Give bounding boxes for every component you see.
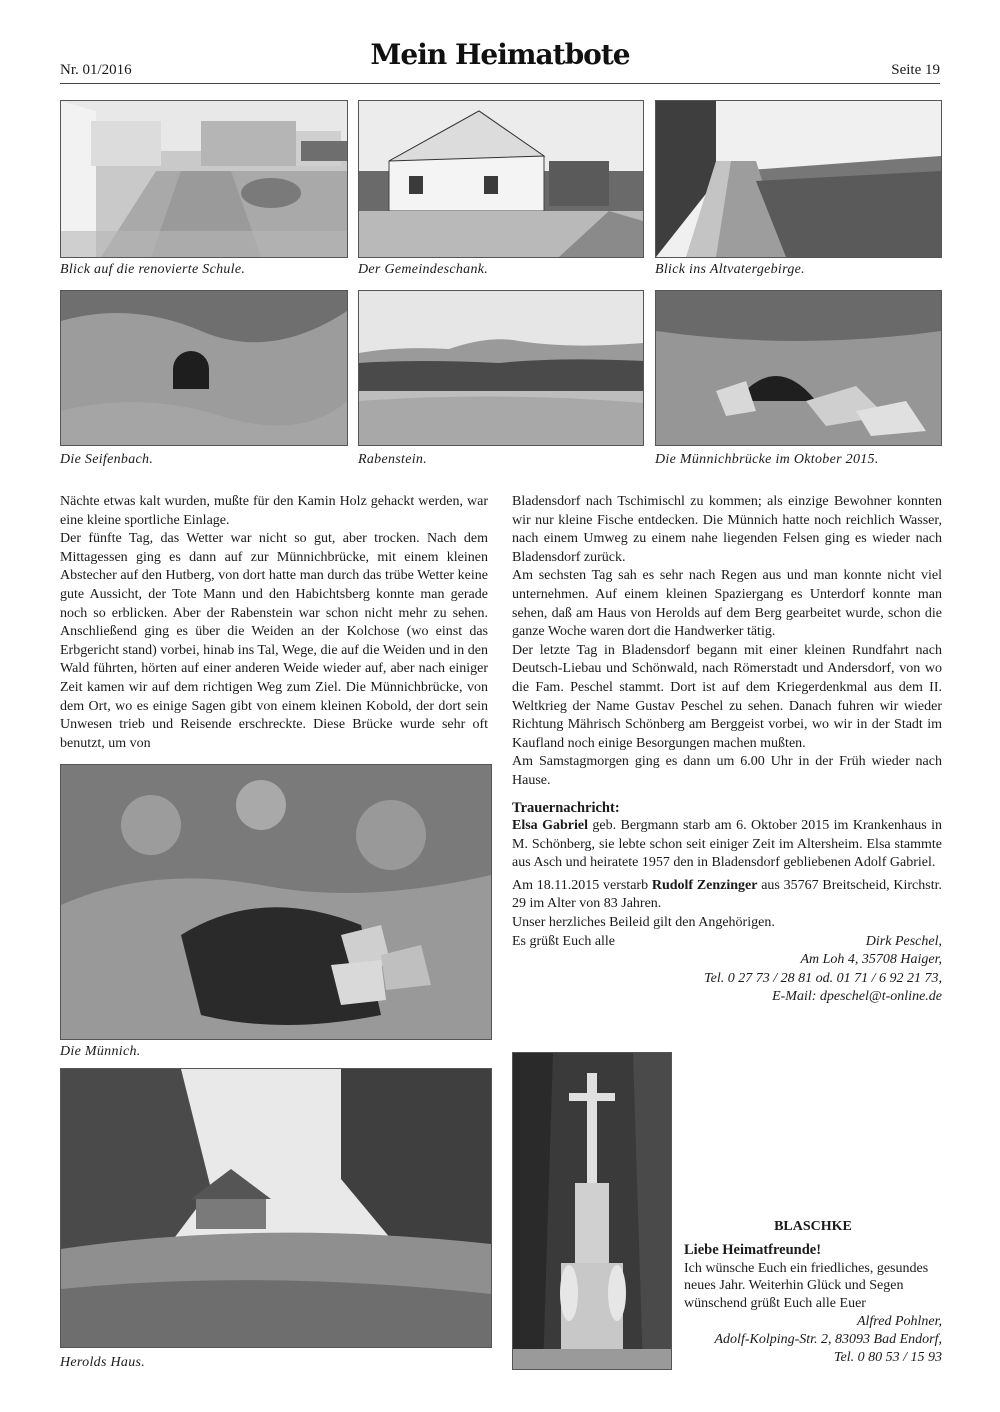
right-paragraph-4: Am Samstagmorgen ging es dann um 6.00 Uhr in der Früh wieder nach Hause. xyxy=(512,754,942,788)
condolence: Unser herzliches Beileid gilt den Angehörigen. xyxy=(512,915,775,931)
left-paragraph-1: Nächte etwas kalt wurden, mußte für den Kamin Holz gehackt werden, war eine kleine sportliche Einlage. xyxy=(60,494,488,528)
right-paragraph-1: Bladensdorf nach Tschimischl zu kommen; als einzige Bewohner konnten wir nur kleine Fische entdecken. Die Münnich hatte noch reichlich Wasser, nach einem Umweg zu einem nahe liegenden Felsen ging es wieder nach Bladensdorf zurück. xyxy=(512,494,942,565)
left-column xyxy=(60,493,488,753)
blaschke-text: Ich wünsche Euch ein friedliches, gesundes neues Jahr. Weiterhin Glück und Segen wünschend grüßt Euch alle Euer xyxy=(684,1260,929,1312)
signature-name: Dirk Peschel, xyxy=(865,933,942,949)
caption-muennich: Die Münnich. xyxy=(60,1044,141,1059)
caption-altvater: Blick ins Altvatergebirge. xyxy=(655,262,805,277)
rudolf-post: aus 35767 Breitscheid, Kirchstr. 29 im Alter von 83 Jahren. xyxy=(512,877,942,912)
caption-rabenstein: Rabenstein. xyxy=(358,452,428,467)
right-paragraph-3: Der letzte Tag in Bladensdorf begann mit einer kleinen Rundfahrt nach Deutsch-Liebau und Schönwald, nach Römerstadt und Andersdorf, von wo die Fam. Peschel stammt. Dort ist auf dem Kriegerdenkmal aus dem II. Weltkrieg der Name Gustav Peschel zu sehen. Danach fuhren wir wieder Richtung Mährisch Schönberg am Berggeist vorbei, wo wir in der Stadt im Kaufland noch einige Besorgungen machen mußten. xyxy=(512,642,942,751)
photo-bridge xyxy=(655,290,942,446)
caption-herolds: Herolds Haus. xyxy=(60,1355,146,1370)
left-paragraph-2: Der fünfte Tag, das Wetter war nicht so gut, aber trocken. Nach dem Mittagessen ging es dann auf zur Münnichbrücke, mit einem kleinen Abstecher auf den Hutberg, von dort hatte man durch das trübe Wetter keine gute Aussicht, der Tote Mann und den Habichtsberg konnte man gerade noch so erblicken. Aber der Rabenstein war schon nicht mehr zu sehen. Anschließend ging es über die Weiden an der Kolchose (wo einst das Erbgericht stand) vorbei, hinab ins Tal, Wege, die auf die Weiden und in den Wald führten, hörten auf einer anderen Weide wieder auf, aber nach einiger Zeit kamen wir auf dem richtigen Weg zum Ziel. Die Münnichbrücke, von dem Ort, wo es einige Sagen gibt von einem kleinen Kobold, der dort sein Unwesen trieb und Reisende erschreckte. Diese Brücke wurde sehr oft benutzt, um von xyxy=(60,531,488,751)
signature-phone: Tel. 0 27 73 / 28 81 od. 01 71 / 6 92 21 73, xyxy=(704,970,942,986)
caption-tavern: Der Gemeindeschank. xyxy=(358,262,489,277)
rudolf-name: Rudolf Zenzinger xyxy=(651,877,758,893)
blaschke-greeting-heading: Liebe Heimatfreunde! xyxy=(684,1241,822,1258)
obituary-rudolf xyxy=(512,877,942,914)
right-paragraph-2: Am sechsten Tag sah es sehr nach Regen aus und man konnte nicht viel unternehmen. Auf einem kleinen Spaziergang es Unterdorf konnte man sehen, daß am Haus von Herolds auf dem Berg gearbeitet wurde, schon die ganze Woche waren dort die Handwerker tätig. xyxy=(512,568,942,640)
blaschke-name: Alfred Pohlner, xyxy=(856,1313,942,1329)
caption-seifenbach: Die Seifenbach. xyxy=(60,452,154,467)
greeting: Es grüßt Euch alle xyxy=(512,933,616,949)
photo-school xyxy=(60,100,348,258)
issue-number: Nr. 01/2016 xyxy=(60,62,132,78)
photo-rabenstein xyxy=(358,290,644,446)
photo-seifenbach xyxy=(60,290,348,446)
caption-bridge: Die Münnichbrücke im Oktober 2015. xyxy=(655,452,879,467)
signature-row xyxy=(512,933,942,952)
blaschke-address: Adolf-Kolping-Str. 2, 83093 Bad Endorf, xyxy=(714,1331,942,1347)
photo-memorial-cross xyxy=(512,1052,672,1370)
blaschke-title: BLASCHKE xyxy=(774,1219,852,1234)
signature-email: E-Mail: dpeschel@t-online.de xyxy=(772,989,942,1005)
blaschke-section xyxy=(684,1218,942,1366)
photo-muennich xyxy=(60,764,492,1040)
signature-address: Am Loh 4, 35708 Haiger, xyxy=(800,952,942,968)
photo-altvater xyxy=(655,100,942,258)
right-column xyxy=(512,493,942,1007)
mourning-heading: Trauernachricht: xyxy=(512,799,620,816)
photo-tavern xyxy=(358,100,644,258)
caption-school: Blick auf die renovierte Schule. xyxy=(60,262,246,277)
header-rule xyxy=(60,83,940,84)
masthead-title: Mein Heimatbote xyxy=(370,38,630,71)
page-number: Seite 19 xyxy=(891,62,940,78)
blaschke-phone: Tel. 0 80 53 / 15 93 xyxy=(834,1349,942,1365)
photo-herolds xyxy=(60,1068,492,1348)
obituary-elsa xyxy=(512,817,942,873)
elsa-text: geb. Bergmann starb am 6. Oktober 2015 im Krankenhaus in M. Schönberg, sie lebte schon seit einiger Zeit im Altersheim. Elsa stammte aus Asch und heiratete 1957 den in Bladensdorf gebliebenen Adolf Gabriel. xyxy=(512,818,942,871)
elsa-name: Elsa Gabriel xyxy=(512,818,588,834)
rudolf-pre: Am 18.11.2015 verstarb xyxy=(512,877,652,893)
